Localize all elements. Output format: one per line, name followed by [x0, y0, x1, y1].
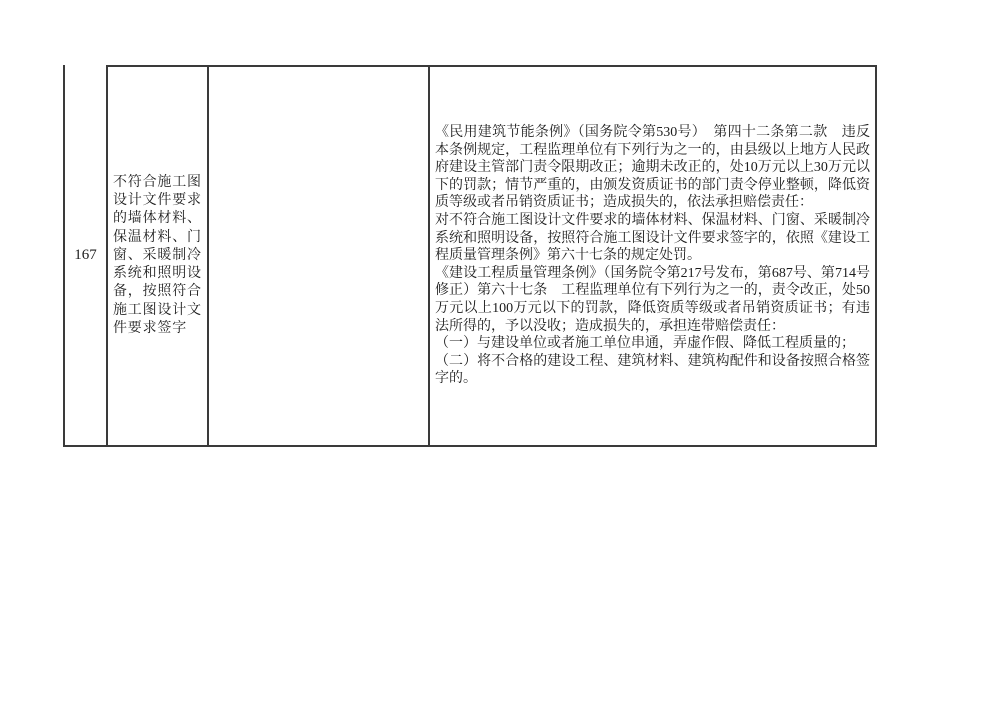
legal-paragraph: （二）将不合格的建设工程、建筑材料、建筑构配件和设备按照合格签字的。 — [435, 353, 870, 387]
legal-paragraph: 《建设工程质量管理条例》（国务院令第217号发布，第687号、第714号修正）第六十七条 工程监理单位有下列行为之一的，责令改正，处50万元以上100万元以下的罚款，降低资质等级或者吊销资质证书；有违法所得的，予以没收；造成损失的，承担连带赔偿责任： — [435, 265, 870, 334]
table-cell-violation — [106, 65, 207, 447]
violation-text: 不符合施工图设计文件要求的墙体材料、保温材料、门窗、采暖制冷系统和照明设备，按照符合施工图设计文件要求签字 — [113, 174, 202, 337]
legal-paragraph: （一）与建设单位或者施工单位串通，弄虚作假、降低工程质量的； — [435, 336, 855, 352]
legal-paragraph: 《民用建筑节能条例》（国务院令第530号） 第四十二条第二款 违反本条例规定，工程监理单位有下列行为之一的，由县级以上地方人民政府建设主管部门责令限期改正；逾期未改正的，处10万元以上30万元以下的罚款；情节严重的，由颁发资质证书的部门责令停业整顿，降低资质等级或者吊销资质证书；造成损失的，依法承担赔偿责任： — [435, 125, 870, 211]
legal-paragraph: 对不符合施工图设计文件要求的墙体材料、保温材料、门窗、采暖制冷系统和照明设备，按照符合施工图设计文件要求签字的，依照《建设工程质量管理条例》第六十七条的规定处罚。 — [435, 213, 870, 264]
table-cell-empty — [207, 65, 428, 447]
table-cell-sequence-number — [63, 65, 106, 447]
table-cell-legal-basis — [428, 65, 877, 447]
row-number: 167 — [74, 246, 97, 263]
penalty-table-row-167 — [63, 65, 877, 447]
legal-basis-text — [435, 124, 870, 388]
